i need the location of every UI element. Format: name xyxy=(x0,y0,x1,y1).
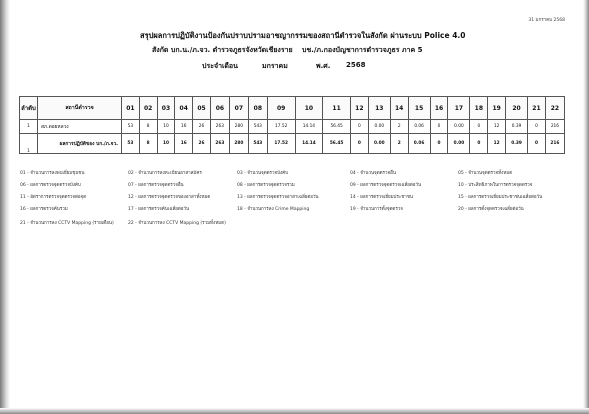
table-row xyxy=(20,120,565,134)
cell-col-14: 2 xyxy=(390,120,408,134)
cell-col-22: 216 xyxy=(545,120,564,134)
cell-col-07: 280 xyxy=(229,120,248,134)
summary-cell-col-03: 10 xyxy=(157,134,175,154)
row-index: 1 xyxy=(20,120,38,134)
cell-col-17: 0.00 xyxy=(448,120,470,134)
cell-col-01: 53 xyxy=(122,120,140,134)
page-shadow-bottom xyxy=(0,408,589,414)
column-legend xyxy=(20,169,580,239)
header-col-21: 21 xyxy=(528,97,546,120)
affiliation-division: สังกัด บก.น./ภ.จว. ตำรวจภูธรจังหวัดเชียงราย xyxy=(152,46,293,54)
legend-item: 04 - จำนวนจุดตรวจอื่น xyxy=(350,171,396,176)
cell-col-04: 16 xyxy=(175,120,193,134)
cell-col-20: 0.39 xyxy=(506,120,528,134)
header-col-06: 06 xyxy=(210,97,229,120)
header-col-10: 10 xyxy=(295,97,323,120)
header-col-14: 14 xyxy=(390,97,408,120)
summary-cell-col-22: 216 xyxy=(545,134,564,154)
cell-col-18: 0 xyxy=(470,120,488,134)
summary-cell-col-07: 280 xyxy=(229,134,248,154)
summary-cell-col-13: 0.00 xyxy=(368,134,390,154)
header-col-13: 13 xyxy=(368,97,390,120)
summary-cell-col-05: 26 xyxy=(193,134,211,154)
header-col-18: 18 xyxy=(470,97,488,120)
summary-cell-col-04: 16 xyxy=(175,134,193,154)
report-date: 31 มกราคม 2568 xyxy=(528,18,565,23)
header-col-07: 07 xyxy=(229,97,248,120)
legend-item: 21 - จำนวนการลง CCTV Mapping (รายเดือน) xyxy=(20,221,114,226)
cell-col-09: 17.52 xyxy=(267,120,295,134)
summary-cell-col-20: 0.39 xyxy=(506,134,528,154)
legend-item: 02 - จำนวนการลงทะเบียนอาสาสมัคร xyxy=(128,171,202,176)
legend-item: 12 - ผลการตรวจจุดตรวจของอาสาทั้งหมด xyxy=(128,195,211,200)
cell-col-21: 0 xyxy=(528,120,546,134)
summary-cell-col-19: 12 xyxy=(488,134,506,154)
page-shadow-right xyxy=(583,0,589,414)
cell-col-13: 0.00 xyxy=(368,120,390,134)
summary-cell-col-12: 0 xyxy=(350,134,368,154)
header-col-02: 02 xyxy=(139,97,157,120)
cell-col-11: 56.45 xyxy=(323,120,351,134)
legend-item: 05 - จำนวนจุดตรวจทั้งหมด xyxy=(458,171,513,176)
summary-cell-col-18: 0 xyxy=(470,134,488,154)
table-header-row xyxy=(20,97,565,120)
month-value: มกราคม xyxy=(262,62,288,70)
legend-item: 09 - ผลการตรวจจุดตรวจเฉลี่ยต่อวัน xyxy=(350,183,422,188)
header-col-11: 11 xyxy=(323,97,351,120)
summary-index: 1 xyxy=(20,134,38,154)
header-col-09: 09 xyxy=(267,97,295,120)
cell-col-10: 14.14 xyxy=(295,120,323,134)
summary-cell-col-17: 0.00 xyxy=(448,134,470,154)
header-col-20: 20 xyxy=(506,97,528,120)
cell-col-19: 12 xyxy=(488,120,506,134)
cell-col-08: 543 xyxy=(248,120,267,134)
header-col-04: 04 xyxy=(175,97,193,120)
cell-col-06: 263 xyxy=(210,120,229,134)
header-station: สถานีตำรวจ xyxy=(38,97,122,120)
cell-col-02: 8 xyxy=(139,120,157,134)
legend-item: 16 - ผลการตรวจค้นรวม xyxy=(20,207,68,212)
year-label: พ.ศ. xyxy=(316,62,331,70)
summary-cell-col-06: 263 xyxy=(210,134,229,154)
affiliation-region: บช./ภ.กองบัญชาการตำรวจภูธร ภาค 5 xyxy=(302,46,423,54)
page-shadow-left xyxy=(0,0,10,414)
legend-item: 13 - ผลการตรวจจุดตรวจอาสาเฉลี่ยต่อวัน xyxy=(237,195,319,200)
cell-col-16: 0 xyxy=(430,120,448,134)
legend-item: 07 - ผลการตรวจจุดตรวจอื่น xyxy=(128,183,184,188)
header-col-17: 17 xyxy=(448,97,470,120)
summary-cell-col-10: 14.14 xyxy=(295,134,323,154)
cell-col-12: 0 xyxy=(350,120,368,134)
legend-item: 06 - ผลการตรวจจุดตรวจบังคับ xyxy=(20,183,81,188)
legend-item: 15 - ผลการตรวจเยี่ยมประชาชนเฉลี่ยต่อวัน xyxy=(458,195,543,200)
summary-cell-col-11: 56.45 xyxy=(323,134,351,154)
summary-cell-col-15: 0.06 xyxy=(408,134,430,154)
summary-row xyxy=(20,134,565,154)
report-title: สรุปผลการปฏิบัติงานป้องกันปราบปรามอาชญากรรมของสถานีตำรวจในสังกัด ผ่านระบบ Police 4.0 xyxy=(140,31,466,40)
legend-item: 19 - จำนวนการตั้งจุดตรวจ xyxy=(350,207,403,212)
header-col-22: 22 xyxy=(545,97,564,120)
legend-item: 10 - ประสิทธิภาพในการตรวจจุดตรวจ xyxy=(458,183,533,188)
legend-item: 22 - จำนวนการลง CCTV Mapping (รวมทั้งหมด) xyxy=(128,221,226,226)
header-col-08: 08 xyxy=(248,97,267,120)
legend-item: 03 - จำนวนจุดตรวจบังคับ xyxy=(237,171,289,176)
cell-col-05: 26 xyxy=(193,120,211,134)
header-col-15: 15 xyxy=(408,97,430,120)
header-col-01: 01 xyxy=(122,97,140,120)
legend-item: 18 - จำนวนการลง Crime Mapping xyxy=(237,207,310,212)
legend-item: 11 - อัตราการตรวจจุดตรวจต่อจุด xyxy=(20,195,87,200)
summary-cell-col-02: 8 xyxy=(139,134,157,154)
summary-cell-col-21: 0 xyxy=(528,134,546,154)
legend-item: 20 - ผลการตั้งจุดตรวจเฉลี่ยต่อวัน xyxy=(458,207,524,212)
summary-cell-col-16: 0 xyxy=(430,134,448,154)
header-col-03: 03 xyxy=(157,97,175,120)
cell-col-03: 10 xyxy=(157,120,175,134)
legend-item: 14 - ผลการตรวจเยี่ยมประชาชน xyxy=(350,195,413,200)
legend-item: 17 - ผลการตรวจค้นเฉลี่ยต่อวัน xyxy=(128,207,190,212)
row-station: สภ.ดอยหลวง xyxy=(38,120,122,134)
summary-cell-col-08: 543 xyxy=(248,134,267,154)
header-col-16: 16 xyxy=(430,97,448,120)
report-table xyxy=(19,96,565,154)
year-value: 2568 xyxy=(346,61,366,69)
header-col-19: 19 xyxy=(488,97,506,120)
summary-label: ผลการปฏิบัติของ บก./ภ.จว. xyxy=(38,134,122,154)
legend-item: 08 - ผลการตรวจจุดตรวจรวม xyxy=(237,183,295,188)
header-col-12: 12 xyxy=(350,97,368,120)
header-col-05: 05 xyxy=(193,97,211,120)
summary-cell-col-14: 2 xyxy=(390,134,408,154)
legend-item: 01 - จำนวนการลงพบเยี่ยมชุมชน xyxy=(20,171,85,176)
cell-col-15: 0.06 xyxy=(408,120,430,134)
summary-cell-col-09: 17.52 xyxy=(267,134,295,154)
summary-cell-col-01: 53 xyxy=(122,134,140,154)
month-label: ประจำเดือน xyxy=(202,62,238,70)
header-index: ลำดับ xyxy=(20,97,38,120)
